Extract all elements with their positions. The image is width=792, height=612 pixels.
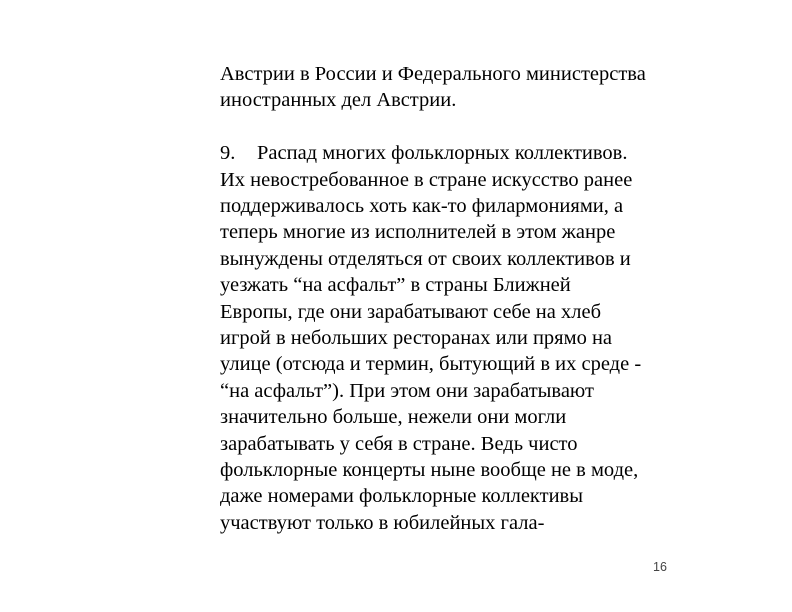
text-line: зарабатывать у себя в стране. Ведь чисто [220, 432, 578, 455]
text-line: иностранных дел Австрии. [220, 89, 457, 112]
text-line: теперь многие из исполнителей в этом жанре [220, 221, 616, 244]
text-line: значительно больше, нежели они могли [220, 406, 567, 429]
text-line: Австрии в России и Федерального министерства [220, 63, 646, 85]
text-line: улице (отсюда и термин, бытующий в их среде - [220, 353, 642, 376]
text-line: Их невостребованное в стране искусство ранее [220, 168, 633, 191]
text-line: вынуждены отделяться от своих коллективов и [220, 247, 631, 270]
text-line: Европы, где они зарабатывают себе на хлеб [220, 300, 602, 323]
paragraph-gap [220, 114, 690, 140]
body-text [220, 61, 690, 536]
list-item-heading [220, 140, 690, 166]
text-line: фольклорные концерты ныне вообще не в моде, [220, 459, 639, 482]
text-line: даже номерами фольклорные коллективы [220, 485, 583, 508]
text-line: участвуют только в юбилейных гала- [220, 511, 545, 534]
text-line: уезжать “на асфальт” в страны Ближней [220, 274, 571, 297]
text-line: игрой в небольших ресторанах или прямо на [220, 327, 613, 350]
page-number: 16 [653, 560, 667, 574]
text-line: “на асфальт”). При этом они зарабатывают [220, 379, 594, 402]
text-line: поддерживалось хоть как-то филармониями, а [220, 195, 624, 218]
list-item-number: 9. [220, 142, 236, 165]
list-item-title: Распад многих фольклорных коллективов. [257, 142, 628, 165]
